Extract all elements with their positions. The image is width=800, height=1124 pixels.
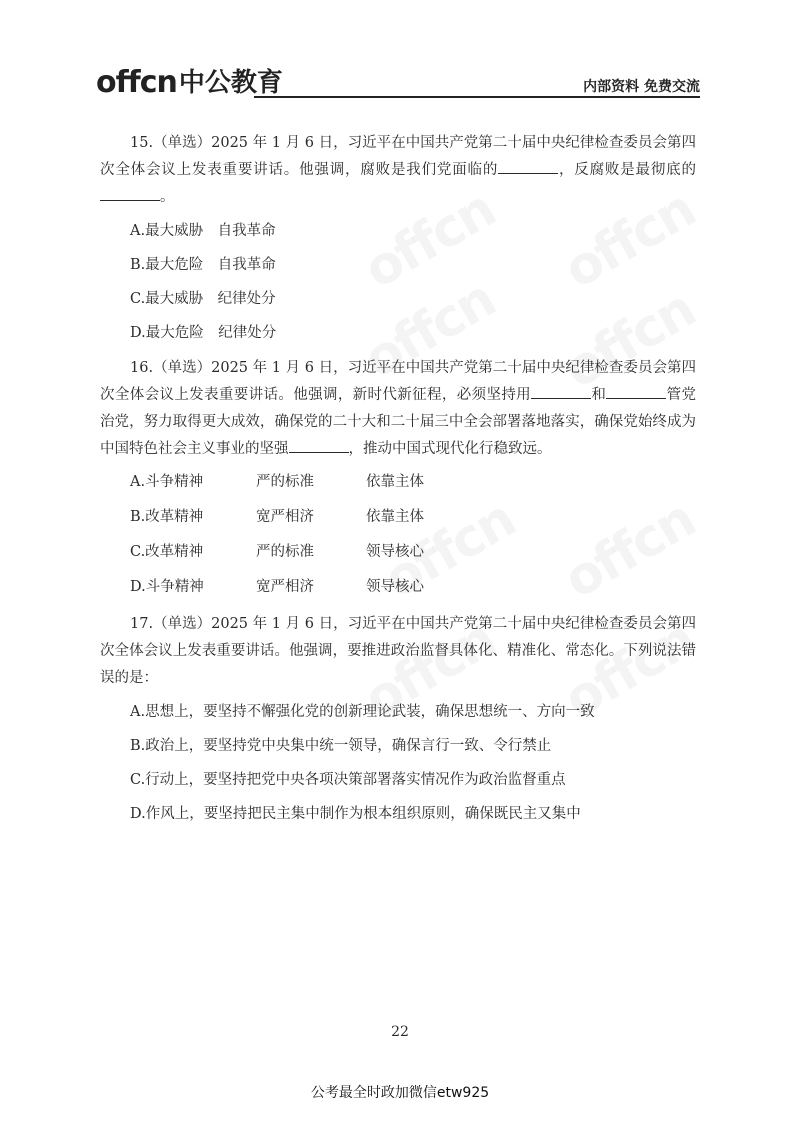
option-c: C.行动上，要坚持把党中央各项决策部署落实情况作为政治监督重点 <box>130 772 566 788</box>
question-17 <box>100 611 696 828</box>
question-16 <box>100 355 696 601</box>
option-d-col1: D.斗争精神 <box>130 579 204 595</box>
option-d-col2: 宽严相济 <box>256 579 314 595</box>
option-b: B.最大危险 自我革命 <box>130 257 276 273</box>
logo-chinese-text: 中公教育 <box>178 68 283 98</box>
option-a-col1: A.斗争精神 <box>130 474 204 490</box>
footer-note: 公考最全时政加微信etw925 <box>310 1085 490 1101</box>
stem-text: 15.（单选）2025 年 1 月 6 日，习近平在中国共产党第二十届中央纪律检查委员会第四次全体会议上发表重要讲话。他强调，腐败是我们党面临的 <box>100 135 696 178</box>
option-b-col1: B.改革精神 <box>130 509 204 525</box>
option-d: D.最大危险 纪律处分 <box>130 325 277 341</box>
page-header <box>96 64 700 98</box>
question-stem <box>100 355 696 463</box>
stem-text: ，反腐败是最彻底的 <box>558 162 696 178</box>
stem-text: 管党治党，努力取得更大成效，确保党的二十大和二十届三中全会部署落地落实，确保党始终成为中国特色社会主义事业的坚强 <box>100 387 697 457</box>
option-a-col3: 依靠主体 <box>366 474 424 490</box>
option-b-col2: 宽严相济 <box>256 509 314 525</box>
offcn-logo <box>96 64 283 98</box>
header-divider <box>254 96 700 98</box>
question-stem <box>100 130 696 211</box>
option-c: C.最大威胁 纪律处分 <box>130 291 276 307</box>
answer-blank <box>531 384 591 399</box>
option-c-col3: 领导核心 <box>366 544 424 560</box>
answer-blank <box>100 186 160 201</box>
answer-blank <box>498 159 558 174</box>
option-c-col1: C.改革精神 <box>130 544 204 560</box>
option-b: B.政治上，要坚持党中央集中统一领导，确保言行一致、令行禁止 <box>130 738 552 754</box>
question-15 <box>100 130 696 347</box>
option-c-col2: 严的标准 <box>256 544 314 560</box>
question-stem: 17.（单选）2025 年 1 月 6 日，习近平在中国共产党第二十届中央纪律检查委员会第四次全体会议上发表重要讲话。他强调，要推进政治监督具体化、精准化、常态化。下列说法错误的是： <box>100 616 696 686</box>
logo-latin-text: offcn <box>96 65 177 100</box>
stem-text: 和 <box>591 387 607 403</box>
question-list <box>100 130 696 836</box>
stem-text: ，推动中国式现代化行稳致远。 <box>348 441 552 457</box>
stem-text: 16.（单选）2025 年 1 月 6 日，习近平在中国共产党第二十届中央纪律检查委员会第四次全体会议上发表重要讲话。他强调，新时代新征程，必须坚持用 <box>100 360 696 403</box>
option-d-col3: 领导核心 <box>366 579 424 595</box>
stem-text: 。 <box>160 189 175 205</box>
option-a-col2: 严的标准 <box>256 474 314 490</box>
page-number: 22 <box>391 1024 409 1040</box>
options-grid <box>130 469 696 601</box>
header-right-label: 内部资料 免费交流 <box>583 79 700 95</box>
option-d: D.作风上，要坚持把民主集中制作为根本组织原则，确保既民主又集中 <box>130 806 581 822</box>
option-a: A.思想上，要坚持不懈强化党的创新理论武装，确保思想统一、方向一致 <box>130 704 595 720</box>
option-b-col3: 依靠主体 <box>366 509 424 525</box>
answer-blank <box>606 384 666 399</box>
answer-blank <box>289 438 349 453</box>
option-a: A.最大威胁 自我革命 <box>130 223 276 239</box>
